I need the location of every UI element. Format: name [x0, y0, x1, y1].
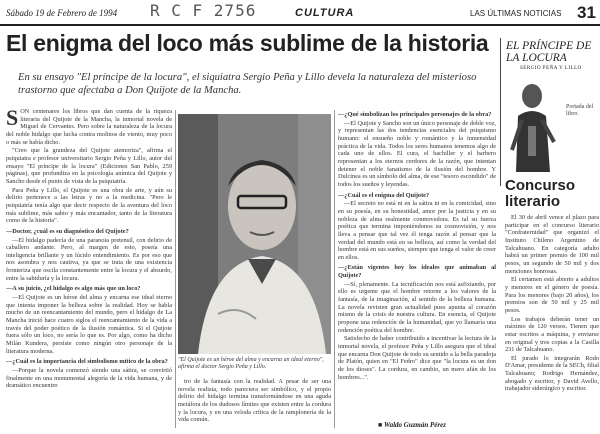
interview-question: —¿Están vigentes hoy los ideales que animaban al Quijote? — [338, 264, 496, 280]
paragraph: "Creo que la grandeza del Quijote atemoriza", afirma el psiquiatra e profesor universitario Sergio Peña y Lillo, autor del ensayo "El príncipe de la locura" (Ediciones San Pablo, 259 páginas), que profundiza en la psicología anímica del Quijote y Sancho desde el punto de vista de la psiquiatría. — [6, 147, 172, 185]
issue-date: Sábado 19 de Febrero de 1994 — [6, 8, 118, 18]
paragraph: —El secreto no está ni en la sátira ni en la comicidad, sino en su poesía, en su honestidad, amor por la justicia y en su nobleza de alma realmente conmovedora. Es tal su fuerza poética que termina imponiéndonos su cosmovisión, y nos lleva a pensar que tal vez él tenga razón al pensar que la verdad del mundo está en su belleza, así como la verdad del hombre está en sus sueños, siempre que tenga el valor de creer en ellos. — [338, 200, 496, 261]
article-subtitle: En su ensayo "El príncipe de la locura", el siquiatra Sergio Peña y Lillo devela la naturaleza del misterioso trastorno que afectaba a Don Quijote de la Mancha. — [18, 72, 477, 96]
article-column-2-tail: tro de la fantasía con la realidad. A pesar de ser una novela realista, todo pareciera ser simbólico, y el propio delirio del hidalgo termina transformándose en una aguda metáfora de los dudosos límites que existen entre la cordura y la locura, y en una veloda crítica de la ramplonería de la vida común. — [178, 378, 331, 424]
byline-name: Waldo Guzmán Pérez — [383, 421, 446, 429]
section-label: CULTURA — [295, 7, 355, 19]
article-title: El enigma del loco más sublime de la historia — [6, 30, 489, 56]
interview-question: —¿Cuál es la importancia del simbolismo mítico de la obra? — [6, 358, 168, 366]
header-rule — [0, 24, 600, 26]
sidebar-title: Concurso literario — [505, 177, 576, 210]
book-author: SERGIO PEÑA Y LILLO — [520, 66, 582, 71]
interview-question: —¿Cuál es el enigma del Quijote? — [338, 191, 430, 199]
paragraph: Para Peña y Lillo, el Quijote es una obra de arte, y aún su delirio pertenece a las letras y no a la medicina. "Pero le psiquiatría tenía algo que decir respecto de la aventura del loco más sublime, más sabio y más encantador, tanto de la literatura como de la historia". — [6, 186, 172, 225]
paragraph: —Sí, plenamente. La tecnificación nos está asfixiando, por ello es urgente que el hombre retorne a los valores de la fantasía, de la imaginación, al sentido de la belleza humana. La novela revisten gran actualidad pues apunta al corazón mismo de la crisis de nuestra cultura. En esencia, el Quijote propone una redención de la humanidad, que yo llamaría una redención poética del hombre. — [338, 280, 496, 334]
paragraph: El jurado lo integrarán Rodo D'Amar, presidente de la SECh, filial Talcahuano; Rodrigo Hernández, abogado y escritor, y David Avello, trabajador siderúrgico y escritor. — [505, 354, 599, 393]
byline: ■ Waldo Guzmán Pérez — [378, 421, 446, 429]
paragraph: —El Quijote y Sancho son un único personaje de doble voz, y representan las dos tendencias esenciales del psiquismo humano: el ensueño noble y romántico y la inmensidad práctica de la vida. Todos los seres humanos tenemos algo de cada uno de ellos. El cura, el bachiller y el barbero representan a los eternos cerdores de la razón, que intentan detener el noble fanatismo de la ilusión del hombre. Y Dulcinea es un símbolo del alma, de ese "tesoro escondido" de todos los sueños y leyendas. — [338, 119, 496, 188]
interview-question: —A su juicio, ¿el hidalgo es algo más que un loco? — [6, 285, 141, 293]
author-photo — [178, 114, 331, 354]
photo-caption: "El Quijote es un héroe del alma y encarna un ideal eterno", afirma el doctor Sergio Peña y Lillo. — [178, 357, 324, 371]
book-cover-illustration — [508, 80, 564, 172]
paragraph: —El hidalgo padecía de una paranoia pretensil, con delirio de caballero andante. Pero, al margen de esto, poseía una inteligencia brillante y un lúcido entendimiento. Es por eso que nos asombra y nos cautiva, ya que se trata de una existencia fronteriza que oscila constantemente entre la locura y el absurdo, entre la sabiduría y la locura. — [6, 236, 172, 282]
book-title: EL PRÍNCIPE DE LA LOCURA — [506, 40, 592, 64]
paragraph: —El Quijote es un héroe del alma y encarna ese ideal eterno que intenta imponer la belleza sobre la realidad. Hoy se habla mucho de un reencantamiento del mundo, pero el hidalgo de La Mancha inició hace cuatro siglos el reencantamiento de la vida a través del poder poético de la ilusión romántica. Si el Quijote fuera sólo un loco, no sería lo que es. Por algo, como ha dicho Milán Kundera, persiste como ningún otro personaje de la literatura moderna. — [6, 294, 172, 355]
article-column-1 — [6, 108, 172, 430]
interview-question: —¿Qué simbolizan los principales personajes de la obra? — [338, 111, 492, 118]
paragraph: Satisfecho de haber contribuido a incentivar la lectura de la inmortal novela, el profesor Peña y Lillo asegura que el ideal que encarna Don Quijote de todo su sentido a la bella paradoja de Platón, quien en "El Fedro" dice que "la locura es un don de los dioses". La cordura, en cambio, un mero afán de los hombres...". — [338, 335, 496, 381]
paragraph: Los trabajos deberán tener un máximo de 120 versos. Tienen que estar escritos a máquina, y enviarse en original y tres copias a la Casilla 231 de Talcahuano. — [505, 315, 599, 354]
interview-question: —Doctor, ¿cuál es su diagnóstico del Quijote? — [6, 227, 129, 235]
newspaper-name: LAS ÚLTIMAS NOTICIAS — [470, 9, 562, 18]
portrait-illustration — [178, 114, 331, 354]
paragraph: ON centenares los libros que dan cuenta de la riqueza literaria del Quijote de la Mancha, la inmortal novela de Miguel de Cervantes. Pero sobre la naturaleza de la locura del noble hidalgo que lucha contra molinos de viento, muy poco o más se había dicho. — [6, 108, 172, 146]
column-divider — [175, 110, 176, 428]
sidebar-text — [505, 214, 599, 432]
paragraph: El 30 de abril vence el plazo para participar en el concurso literario "Confraternidad" que organizó el Instituto Chileno Argentino de Talcahuano. En categoría adulto habrá un primer premio de 100 mil pesos, un segundo de 50 mil y dos menciones honrosas. — [505, 214, 599, 275]
article-column-3 — [338, 108, 496, 418]
column-divider — [334, 110, 335, 428]
page-number: 31 — [577, 3, 596, 22]
archive-stamp: R C F 2756 — [150, 1, 257, 20]
drop-cap: S — [6, 108, 19, 130]
paragraph: —Porque la novela comenzó siendo una sátira, se convirtió finalmente en una monumental alegoría de la vida humana, y de dramático encuentro — [6, 367, 172, 390]
book-caption: Portada del libro. — [566, 104, 594, 117]
paragraph: El certamen está abierto a adultos y menores en el género de poesía. Para los menores (bajo 20 años), los premios son de 50 mil y 25 mil pesos. — [505, 276, 599, 314]
